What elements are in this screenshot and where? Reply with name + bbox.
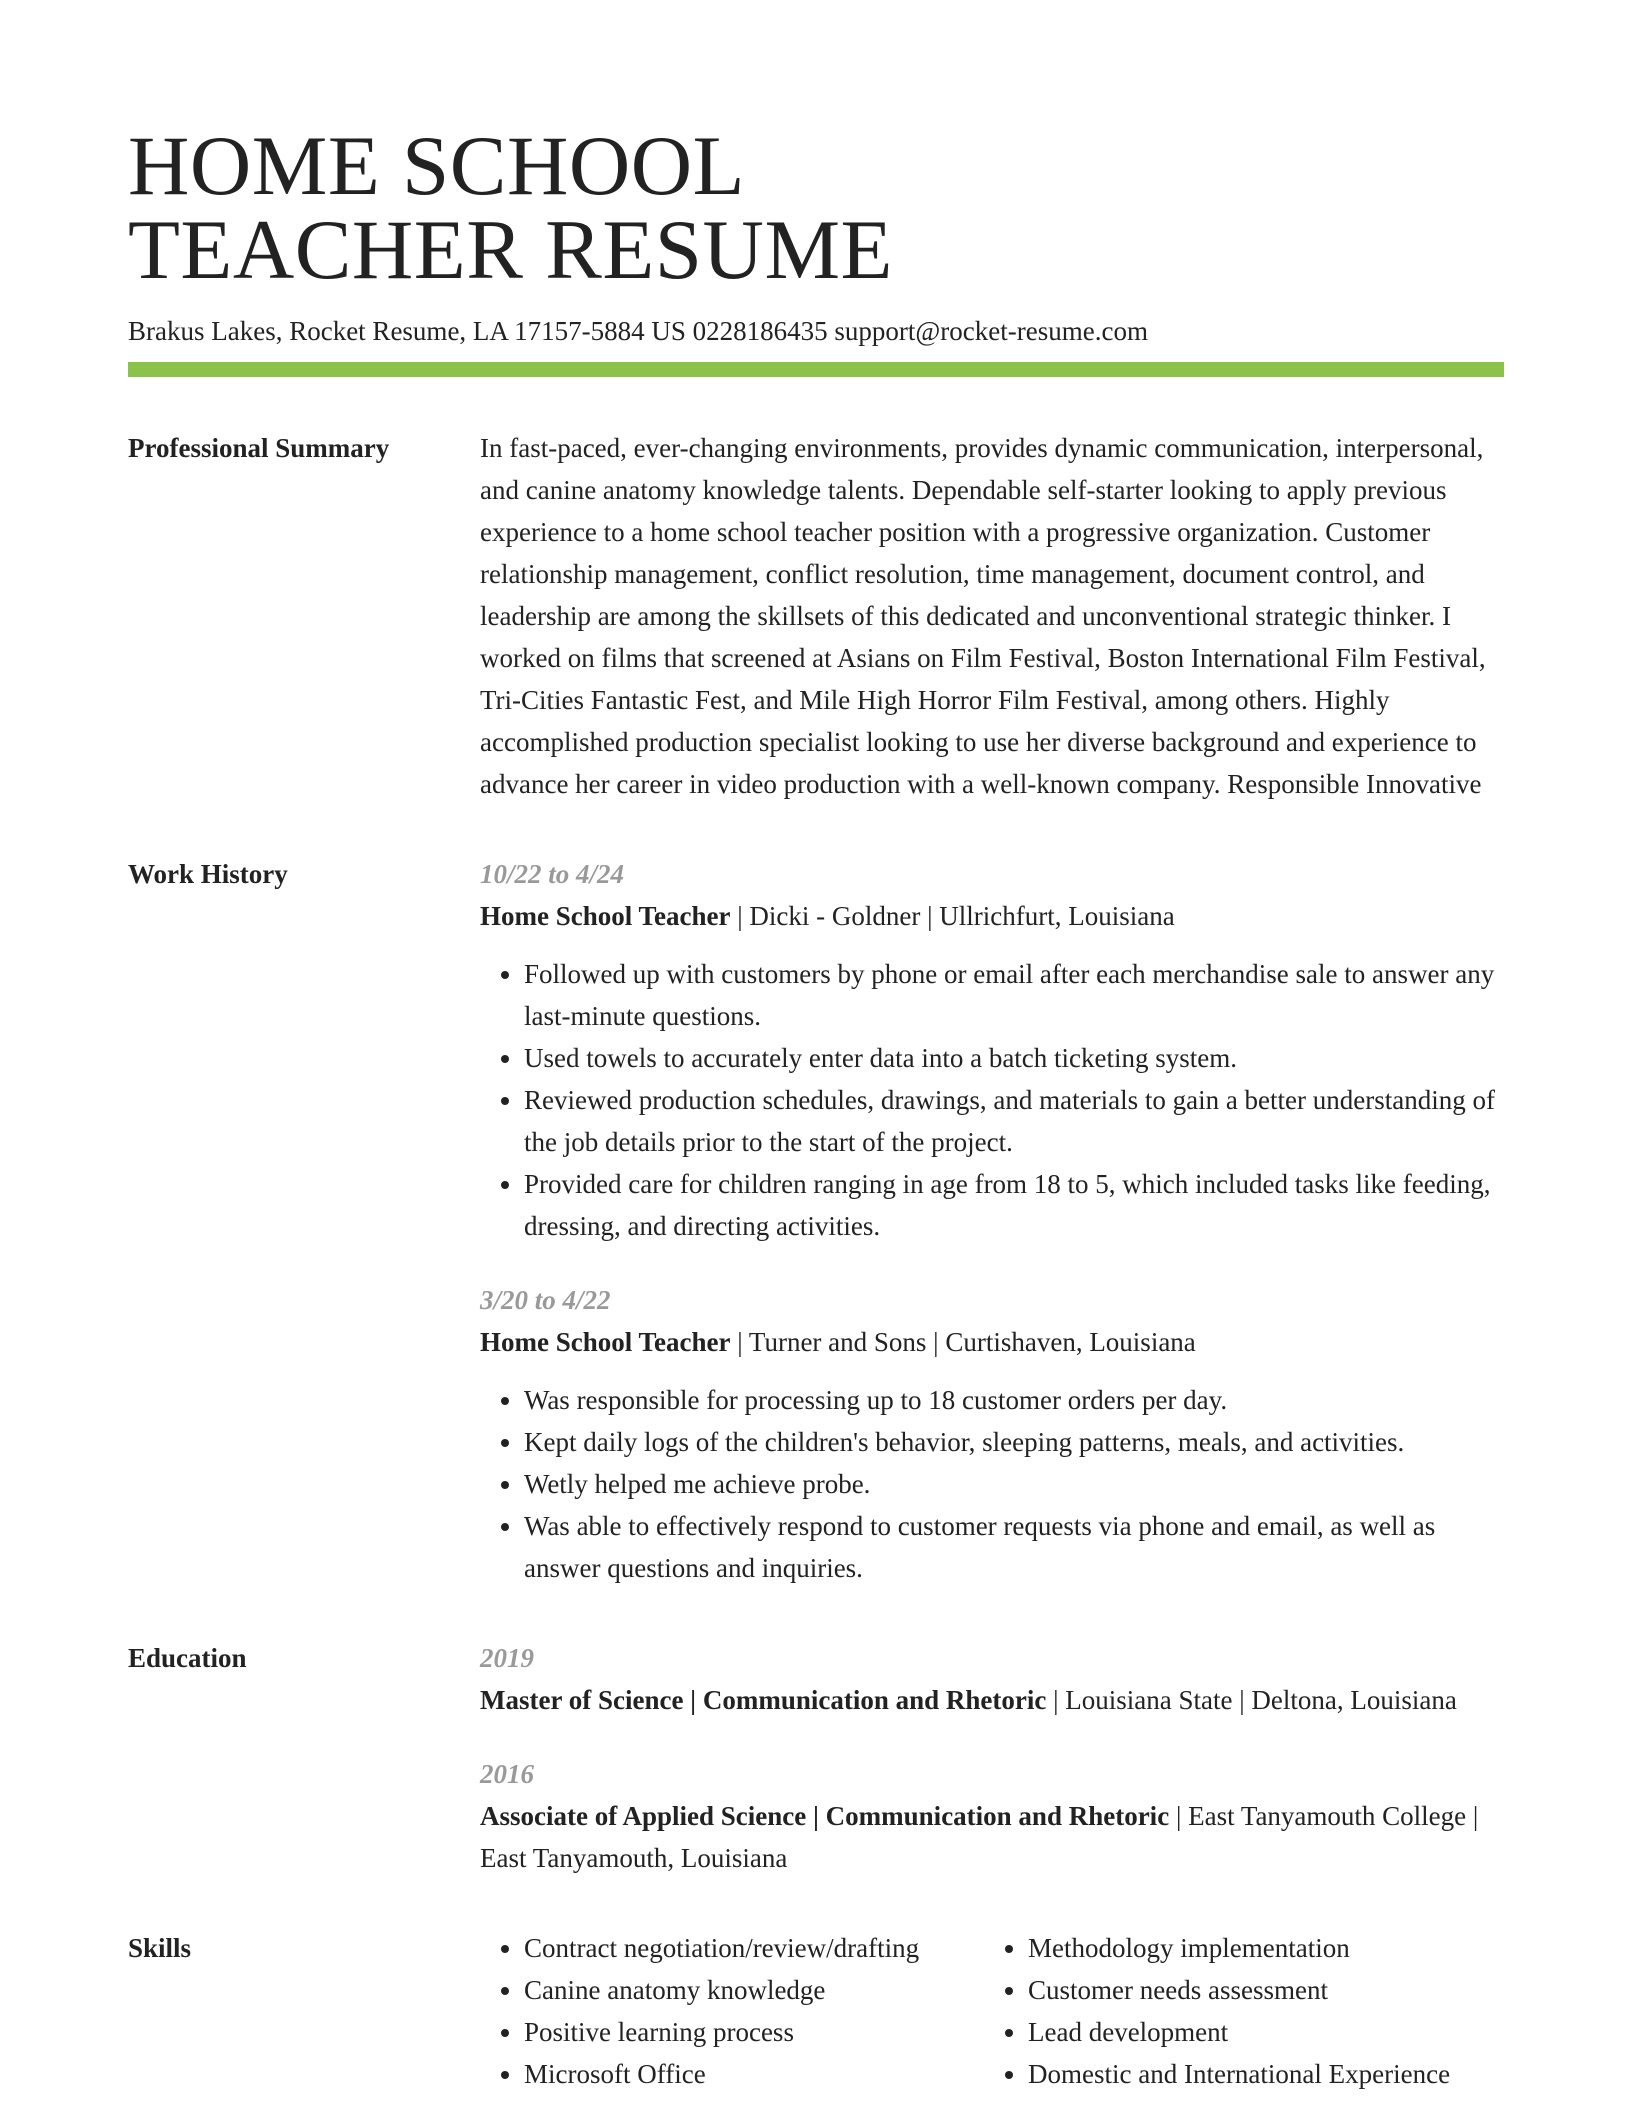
- job-bullet: • Provided care for children ranging in age from 18 to 5, which included tasks like feeding, dressing, and directing activities.: [524, 1163, 1504, 1247]
- skill-item: • Domestic and International Experience: [1028, 2053, 1488, 2095]
- job-bullet: • Wetly helped me achieve probe.: [524, 1463, 1504, 1505]
- resume-page: [128, 119, 1504, 2095]
- education-heading: [480, 1679, 1504, 1721]
- education-entry: [480, 1637, 1504, 1721]
- work-history-label: Work History: [128, 859, 288, 889]
- summary-label: Professional Summary: [128, 433, 390, 463]
- job-bullet: • Was responsible for processing up to 18 customer orders per day.: [524, 1379, 1504, 1421]
- education-entry: [480, 1753, 1504, 1879]
- work-history-section: [128, 853, 1504, 1589]
- job-bullet: • Followed up with customers by phone or email after each merchandise sale to answer any last-minute questions.: [524, 953, 1504, 1037]
- skills-label: Skills: [128, 1933, 192, 1963]
- contact-line: Brakus Lakes, Rocket Resume, LA 17157-5884 US 0228186435 support@rocket-resume.com: [128, 316, 1148, 346]
- job-heading: [480, 1321, 1504, 1363]
- summary-text: In fast-paced, ever-changing environments, provides dynamic communication, interpersonal, and canine anatomy knowledge talents. Dependable self-starter looking to apply previous experience to a home school teacher position with a progressive organization. Customer relationship management, conflict resolution, time management, document control, and leadership are among the skillsets of this dedicated and unconventional strategic thinker. I worked on films that screened at Asians on Film Festival, Boston International Film Festival, Tri-Cities Fantastic Fest, and Mile High Horror Film Festival, among others. Highly accomplished production specialist looking to use her diverse background and experience to advance her career in video production with a well-known company. Responsible Innovative: [480, 433, 1486, 799]
- job-title: Home School Teacher: [480, 901, 731, 931]
- skills-columns: [480, 1927, 1504, 2095]
- summary-section: [128, 427, 1504, 805]
- job-bullets: [480, 953, 1504, 1247]
- skill-item: • Microsoft Office: [524, 2053, 984, 2095]
- job-dates: 10/22 to 4/24: [480, 859, 625, 889]
- job-bullets: [480, 1379, 1504, 1589]
- title-line-1: HOME SCHOOL: [128, 119, 746, 213]
- accent-divider: [128, 362, 1504, 377]
- education-heading: [480, 1795, 1504, 1879]
- education-details: | East Tanyamouth College | East Tanyamouth, Louisiana: [480, 1801, 1479, 1873]
- skill-item: • Positive learning process: [524, 2011, 984, 2053]
- job-bullet: • Reviewed production schedules, drawings, and materials to gain a better understanding of the job details prior to the start of the project.: [524, 1079, 1504, 1163]
- skill-item: • Contract negotiation/review/drafting: [524, 1927, 984, 1969]
- education-label: Education: [128, 1643, 247, 1673]
- education-section: [128, 1637, 1504, 1879]
- education-year: 2016: [480, 1759, 534, 1789]
- job-bullet: • Was able to effectively respond to customer requests via phone and email, as well as answer questions and inquiries.: [524, 1505, 1504, 1589]
- skill-item: • Lead development: [1028, 2011, 1488, 2053]
- job-details: | Turner and Sons | Curtishaven, Louisiana: [730, 1327, 1196, 1357]
- job-bullet: • Used towels to accurately enter data into a batch ticketing system.: [524, 1037, 1504, 1079]
- job-entry: [480, 853, 1504, 1247]
- skill-item: • Methodology implementation: [1028, 1927, 1488, 1969]
- education-details: | Louisiana State | Deltona, Louisiana: [1046, 1685, 1457, 1715]
- job-title: Home School Teacher: [480, 1327, 731, 1357]
- education-degree: Associate of Applied Science | Communication and Rhetoric: [480, 1801, 1170, 1831]
- skills-list-left: [480, 1927, 984, 2095]
- job-heading: [480, 895, 1504, 937]
- title-line-2: TEACHER RESUME: [128, 203, 893, 297]
- skill-item: • Canine anatomy knowledge: [524, 1969, 984, 2011]
- skills-section: [128, 1927, 1504, 2095]
- skills-list-right: [984, 1927, 1488, 2095]
- job-entry: [480, 1279, 1504, 1589]
- job-dates: 3/20 to 4/22: [480, 1285, 611, 1315]
- job-details: | Dicki - Goldner | Ullrichfurt, Louisiana: [730, 901, 1175, 931]
- job-bullet: • Kept daily logs of the children's behavior, sleeping patterns, meals, and activities.: [524, 1421, 1504, 1463]
- education-year: 2019: [480, 1643, 534, 1673]
- resume-title: [128, 119, 1504, 297]
- skill-item: • Customer needs assessment: [1028, 1969, 1488, 2011]
- education-degree: Master of Science | Communication and Rhetoric: [480, 1685, 1047, 1715]
